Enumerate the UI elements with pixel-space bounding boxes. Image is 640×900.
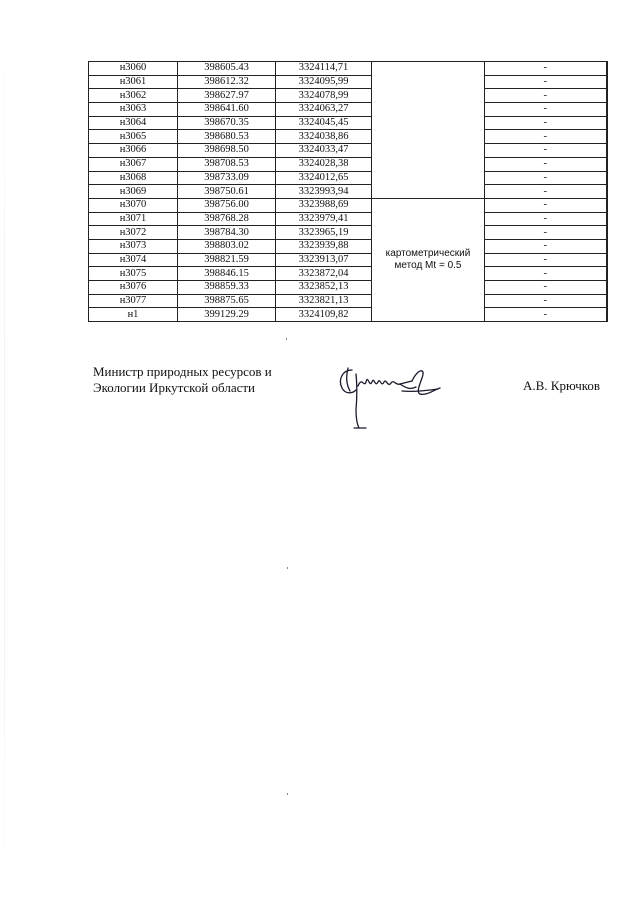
y-coordinate-cell: 3324095,99 bbox=[276, 75, 372, 89]
table-row bbox=[89, 130, 607, 144]
point-id-cell: н3071 bbox=[89, 212, 178, 226]
point-id-cell: н3069 bbox=[89, 185, 178, 199]
method-cell-empty bbox=[372, 62, 485, 199]
point-id-cell: н3072 bbox=[89, 226, 178, 240]
method-line-2: метод Mt = 0.5 bbox=[394, 259, 462, 271]
x-coordinate-cell: 398698.50 bbox=[178, 144, 276, 158]
scan-edge bbox=[4, 0, 5, 900]
y-coordinate-cell: 3324028,38 bbox=[276, 157, 372, 171]
coordinates-table-body bbox=[89, 62, 607, 322]
x-coordinate-cell: 399129.29 bbox=[178, 308, 276, 322]
x-coordinate-cell: 398733.09 bbox=[178, 171, 276, 185]
x-coordinate-cell: 398859.33 bbox=[178, 281, 276, 295]
x-coordinate-cell: 398784.30 bbox=[178, 226, 276, 240]
extra-cell: - bbox=[485, 239, 607, 253]
extra-cell: - bbox=[485, 281, 607, 295]
table-row bbox=[89, 198, 607, 212]
scan-speck bbox=[287, 793, 288, 795]
signatory-title-line-2: Экологии Иркутской области bbox=[93, 380, 255, 395]
extra-cell: - bbox=[485, 103, 607, 117]
point-id-cell: н3066 bbox=[89, 144, 178, 158]
table-row bbox=[89, 239, 607, 253]
point-id-cell: н3070 bbox=[89, 198, 178, 212]
extra-cell: - bbox=[485, 157, 607, 171]
scan-speck bbox=[286, 338, 287, 340]
table-row bbox=[89, 308, 607, 322]
signature-block bbox=[93, 364, 613, 434]
y-coordinate-cell: 3324078,99 bbox=[276, 89, 372, 103]
table-row bbox=[89, 103, 607, 117]
table-row bbox=[89, 253, 607, 267]
table-row bbox=[89, 226, 607, 240]
scan-speck bbox=[287, 567, 288, 569]
x-coordinate-cell: 398612.32 bbox=[178, 75, 276, 89]
y-coordinate-cell: 3323821,13 bbox=[276, 294, 372, 308]
extra-cell: - bbox=[485, 185, 607, 199]
x-coordinate-cell: 398750.61 bbox=[178, 185, 276, 199]
method-cell bbox=[372, 198, 485, 321]
y-coordinate-cell: 3324012,65 bbox=[276, 171, 372, 185]
signatory-name: А.В. Крючков bbox=[523, 378, 601, 393]
y-coordinate-cell: 3323872,04 bbox=[276, 267, 372, 281]
x-coordinate-cell: 398670.35 bbox=[178, 116, 276, 130]
x-coordinate-cell: 398605.43 bbox=[178, 62, 276, 76]
table-row bbox=[89, 89, 607, 103]
extra-cell: - bbox=[485, 253, 607, 267]
y-coordinate-cell: 3323965,19 bbox=[276, 226, 372, 240]
signatory-title bbox=[93, 364, 272, 396]
point-id-cell: н3073 bbox=[89, 239, 178, 253]
point-id-cell: н3074 bbox=[89, 253, 178, 267]
method-line-1: картометрический bbox=[385, 247, 471, 259]
point-id-cell: н3077 bbox=[89, 294, 178, 308]
extra-cell: - bbox=[485, 212, 607, 226]
point-id-cell: н3075 bbox=[89, 267, 178, 281]
table-row bbox=[89, 62, 607, 76]
x-coordinate-cell: 398641.60 bbox=[178, 103, 276, 117]
table-row bbox=[89, 281, 607, 295]
x-coordinate-cell: 398846.15 bbox=[178, 267, 276, 281]
coordinates-table bbox=[88, 61, 608, 322]
y-coordinate-cell: 3323913,07 bbox=[276, 253, 372, 267]
y-coordinate-cell: 3323939,88 bbox=[276, 239, 372, 253]
extra-cell: - bbox=[485, 116, 607, 130]
point-id-cell: н3062 bbox=[89, 89, 178, 103]
y-coordinate-cell: 3324109,82 bbox=[276, 308, 372, 322]
point-id-cell: н3061 bbox=[89, 75, 178, 89]
extra-cell: - bbox=[485, 171, 607, 185]
table-row bbox=[89, 212, 607, 226]
table-row bbox=[89, 116, 607, 130]
table-row bbox=[89, 144, 607, 158]
point-id-cell: н3065 bbox=[89, 130, 178, 144]
x-coordinate-cell: 398756.00 bbox=[178, 198, 276, 212]
y-coordinate-cell: 3324038,86 bbox=[276, 130, 372, 144]
y-coordinate-cell: 3324063,27 bbox=[276, 103, 372, 117]
y-coordinate-cell: 3323988,69 bbox=[276, 198, 372, 212]
x-coordinate-cell: 398768.28 bbox=[178, 212, 276, 226]
extra-cell: - bbox=[485, 308, 607, 322]
y-coordinate-cell: 3324045,45 bbox=[276, 116, 372, 130]
point-id-cell: н3060 bbox=[89, 62, 178, 76]
point-id-cell: н3076 bbox=[89, 281, 178, 295]
extra-cell: - bbox=[485, 144, 607, 158]
table-row bbox=[89, 171, 607, 185]
extra-cell: - bbox=[485, 89, 607, 103]
table-row bbox=[89, 267, 607, 281]
x-coordinate-cell: 398627.97 bbox=[178, 89, 276, 103]
table-row bbox=[89, 75, 607, 89]
signatory-title-line-1: Министр природных ресурсов и bbox=[93, 364, 272, 379]
y-coordinate-cell: 3324114,71 bbox=[276, 62, 372, 76]
handwritten-signature bbox=[336, 364, 446, 430]
extra-cell: - bbox=[485, 226, 607, 240]
x-coordinate-cell: 398803.02 bbox=[178, 239, 276, 253]
table-row bbox=[89, 185, 607, 199]
extra-cell: - bbox=[485, 198, 607, 212]
point-id-cell: н1 bbox=[89, 308, 178, 322]
extra-cell: - bbox=[485, 75, 607, 89]
point-id-cell: н3063 bbox=[89, 103, 178, 117]
point-id-cell: н3067 bbox=[89, 157, 178, 171]
extra-cell: - bbox=[485, 130, 607, 144]
y-coordinate-cell: 3324033,47 bbox=[276, 144, 372, 158]
x-coordinate-cell: 398708.53 bbox=[178, 157, 276, 171]
point-id-cell: н3064 bbox=[89, 116, 178, 130]
table-row bbox=[89, 294, 607, 308]
table-row bbox=[89, 157, 607, 171]
x-coordinate-cell: 398680.53 bbox=[178, 130, 276, 144]
extra-cell: - bbox=[485, 62, 607, 76]
extra-cell: - bbox=[485, 267, 607, 281]
y-coordinate-cell: 3323852,13 bbox=[276, 281, 372, 295]
y-coordinate-cell: 3323979,41 bbox=[276, 212, 372, 226]
point-id-cell: н3068 bbox=[89, 171, 178, 185]
x-coordinate-cell: 398821.59 bbox=[178, 253, 276, 267]
y-coordinate-cell: 3323993,94 bbox=[276, 185, 372, 199]
x-coordinate-cell: 398875.65 bbox=[178, 294, 276, 308]
extra-cell: - bbox=[485, 294, 607, 308]
